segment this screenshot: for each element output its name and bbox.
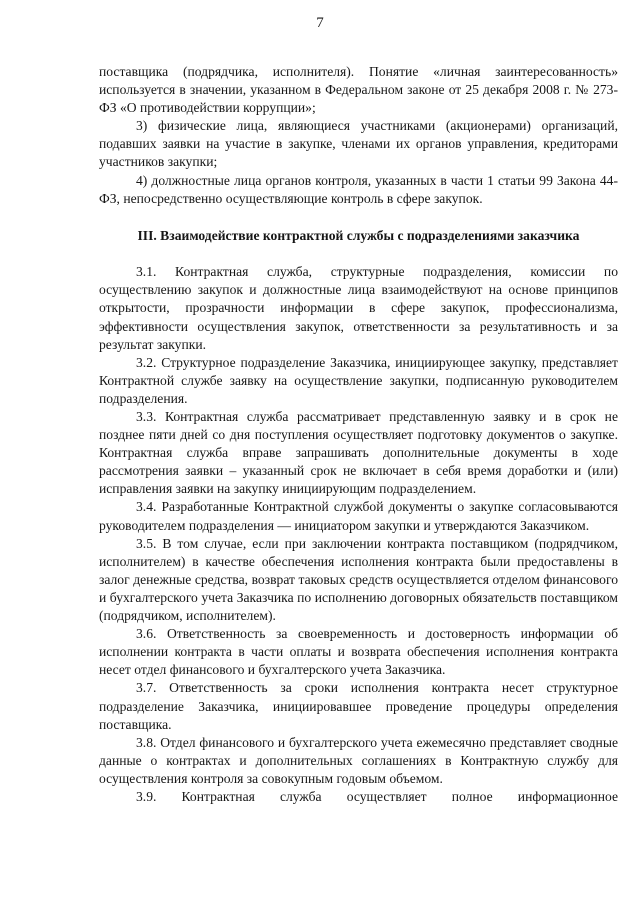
paragraph-3-1: 3.1. Контрактная служба, структурные подразделения, комиссии по осуществлению закупок и должностные лица взаимодействуют на основе принципов открытости, прозрачности информации в сфере закупок, профессионализма, эффективности осуществления закупок, ответственности за результативность и за результат закупки. xyxy=(99,264,618,352)
section-heading: III. Взаимодействие контрактной службы с подразделениями заказчика xyxy=(137,227,580,243)
paragraph-3-4: 3.4. Разработанные Контрактной службой документы о закупке согласовываются руководителем подразделения — инициатором закупки и утверждаются Заказчиком. xyxy=(99,499,618,533)
paragraph-3-3: 3.3. Контрактная служба рассматривает представленную заявку и в срок не позднее пяти дней со дня поступления осуществляет подготовку документов о закупке. Контрактная служба вправе запрашивать дополнительные документы в ходе рассмотрения заявки – указанный срок не включает в себя время доработки и (или) исправления заявки на закупку инициирующим подразделением. xyxy=(99,409,618,497)
paragraph-3-7: 3.7. Ответственность за сроки исполнения контракта несет структурное подразделение Заказчика, инициировавшее проведение процедуры определения поставщика. xyxy=(99,680,618,732)
paragraph-3-6: 3.6. Ответственность за своевременность и достоверность информации об исполнении контракта в части оплаты и возврата обеспечения исполнения контракта несет отдел финансового и бухгалтерского учета Заказчика. xyxy=(99,626,618,678)
paragraph-item-3: 3) физические лица, являющиеся участниками (акционерами) организаций, подавших заявки на участие в закупке, членами их органов управления, кредиторами участников закупки; xyxy=(99,118,618,170)
document-body xyxy=(99,63,618,806)
paragraph-3-5: 3.5. В том случае, если при заключении контракта поставщиком (подрядчиком, исполнителем) в качестве обеспечения исполнения контракта были предоставлены в залог денежные средства, возврат таковых средств осуществляется отделом финансового и бухгалтерского учета Заказчика по исполнению договорных обязательств поставщиком (подрядчиком, исполнителем). xyxy=(99,535,618,624)
paragraph-continuation: поставщика (подрядчика, исполнителя). Понятие «личная заинтересованность» используется в значении, указанном в Федеральном законе от 25 декабря 2008 г. № 273-ФЗ «О противодействии коррупции»; xyxy=(99,64,618,116)
paragraph-3-9-start: 3.9. Контрактная служба осуществляет полное информационное xyxy=(136,788,618,804)
paragraph-3-8: 3.8. Отдел финансового и бухгалтерского учета ежемесячно представляет сводные данные о контрактах и дополнительных соглашениях в Контрактную службу для осуществления контроля за совокупным годовым объемом. xyxy=(99,734,618,786)
paragraph-3-2: 3.2. Структурное подразделение Заказчика, инициирующее закупку, представляет Контрактной службе заявку на осуществление закупки, подписанную руководителем подразделения. xyxy=(99,354,618,406)
paragraph-item-4: 4) должностные лица органов контроля, указанных в части 1 статьи 99 Закона 44-ФЗ, непосредственно осуществляющие контроль в сфере закупок. xyxy=(99,172,618,206)
page-number: 7 xyxy=(316,15,324,31)
